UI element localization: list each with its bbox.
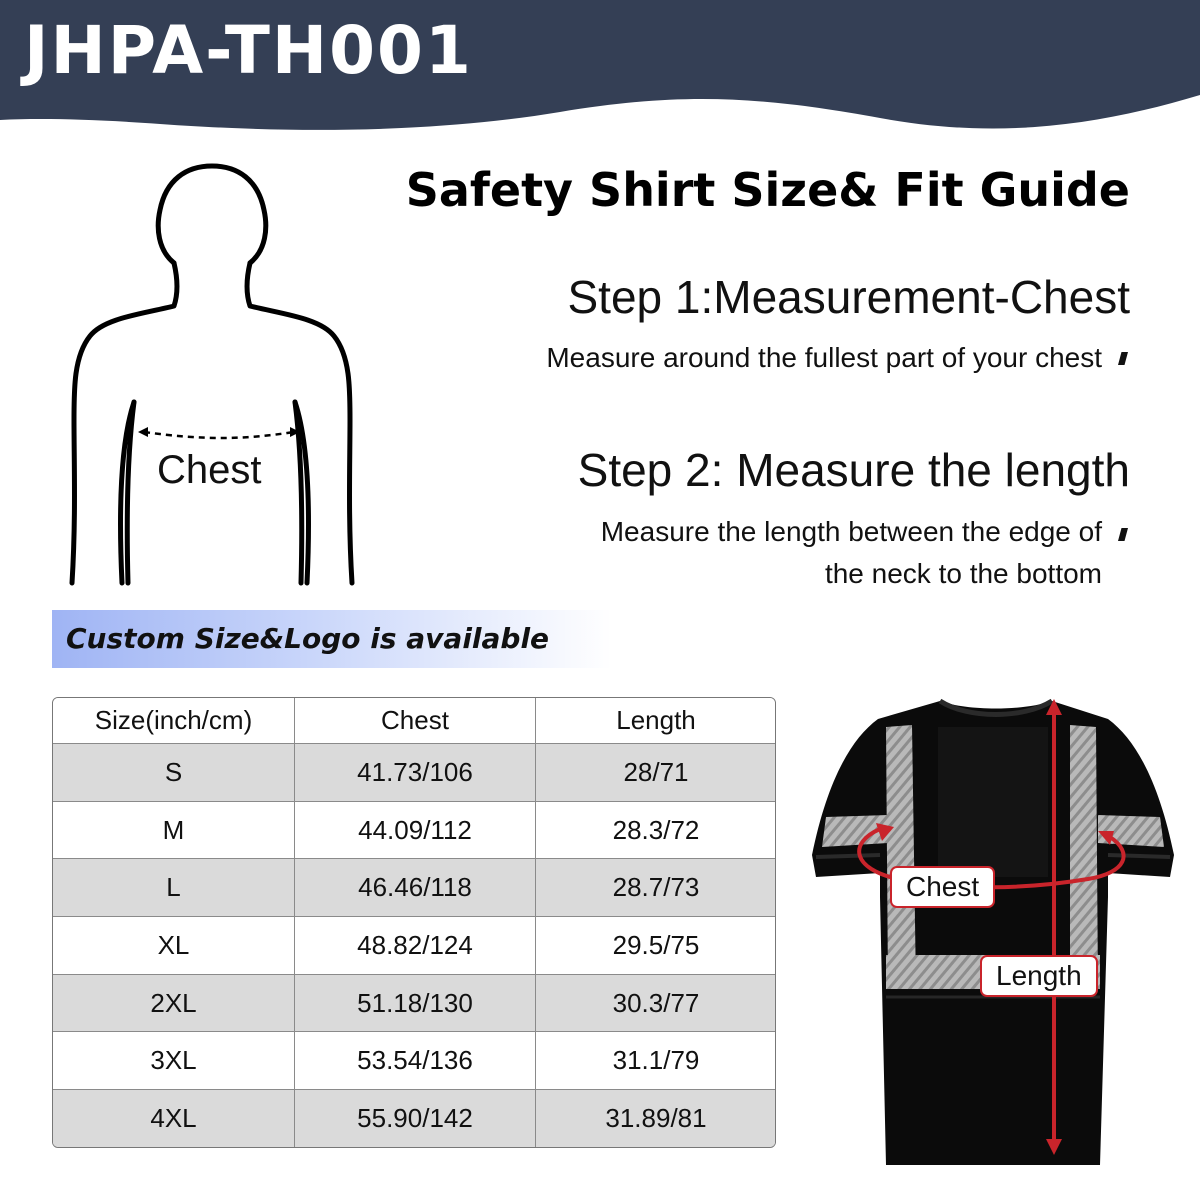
body-outline-figure bbox=[62, 158, 372, 588]
length-cell: 28.7/73 bbox=[535, 859, 776, 916]
table-row bbox=[53, 1089, 775, 1147]
step2-description-line2: the neck to the bottom bbox=[824, 558, 1102, 589]
size-cell: S bbox=[164, 756, 183, 787]
table-row bbox=[53, 916, 775, 974]
step1-title: Step 1:Measurement-Chest bbox=[567, 271, 1130, 323]
safety-shirt-illustration bbox=[808, 697, 1178, 1167]
size-cell: 3XL bbox=[150, 1045, 197, 1076]
header-chest: Chest bbox=[294, 698, 535, 743]
guide-title: Safety Shirt Size& Fit Guide bbox=[405, 163, 1130, 217]
length-cell: 31.1/79 bbox=[535, 1032, 776, 1089]
bullet-icon bbox=[1118, 352, 1128, 365]
length-cell: 28.3/72 bbox=[535, 802, 776, 859]
table-row bbox=[53, 858, 775, 916]
size-cell: 4XL bbox=[150, 1102, 197, 1133]
chest-cell: 41.73/106 bbox=[294, 744, 535, 801]
size-cell: XL bbox=[157, 929, 190, 960]
length-cell: 28/71 bbox=[535, 744, 776, 801]
chest-cell: 48.82/124 bbox=[294, 917, 535, 974]
chest-cell: 46.46/118 bbox=[294, 859, 535, 916]
table-row bbox=[53, 743, 775, 801]
size-cell: M bbox=[162, 814, 185, 845]
chest-cell: 53.54/136 bbox=[294, 1032, 535, 1089]
length-cell: 31.89/81 bbox=[535, 1090, 776, 1147]
bullet-icon bbox=[1118, 528, 1128, 541]
shirt-length-callout: Length bbox=[980, 955, 1098, 997]
product-code-title: JHPA-TH001 bbox=[24, 12, 473, 89]
shirt-chest-callout: Chest bbox=[890, 866, 995, 908]
step2-description-line1: Measure the length between the edge of bbox=[600, 516, 1102, 547]
custom-size-text: Custom Size&Logo is available bbox=[66, 622, 550, 655]
table-row bbox=[53, 974, 775, 1032]
figure-chest-label: Chest bbox=[157, 448, 262, 492]
header-size: Size(inch/cm) bbox=[94, 705, 253, 735]
header-length: Length bbox=[535, 698, 776, 743]
table-row bbox=[53, 1031, 775, 1089]
size-cell: L bbox=[166, 872, 181, 903]
step1-description: Measure around the fullest part of your chest bbox=[546, 342, 1102, 373]
size-table bbox=[52, 697, 776, 1148]
chest-cell: 55.90/142 bbox=[294, 1090, 535, 1147]
step2-title: Step 2: Measure the length bbox=[577, 444, 1130, 496]
length-cell: 29.5/75 bbox=[535, 917, 776, 974]
length-cell: 30.3/77 bbox=[535, 975, 776, 1032]
table-header-row bbox=[53, 698, 775, 743]
table-row bbox=[53, 801, 775, 859]
chest-cell: 44.09/112 bbox=[294, 802, 535, 859]
size-cell: 2XL bbox=[150, 987, 197, 1018]
chest-cell: 51.18/130 bbox=[294, 975, 535, 1032]
custom-size-banner bbox=[52, 610, 612, 668]
